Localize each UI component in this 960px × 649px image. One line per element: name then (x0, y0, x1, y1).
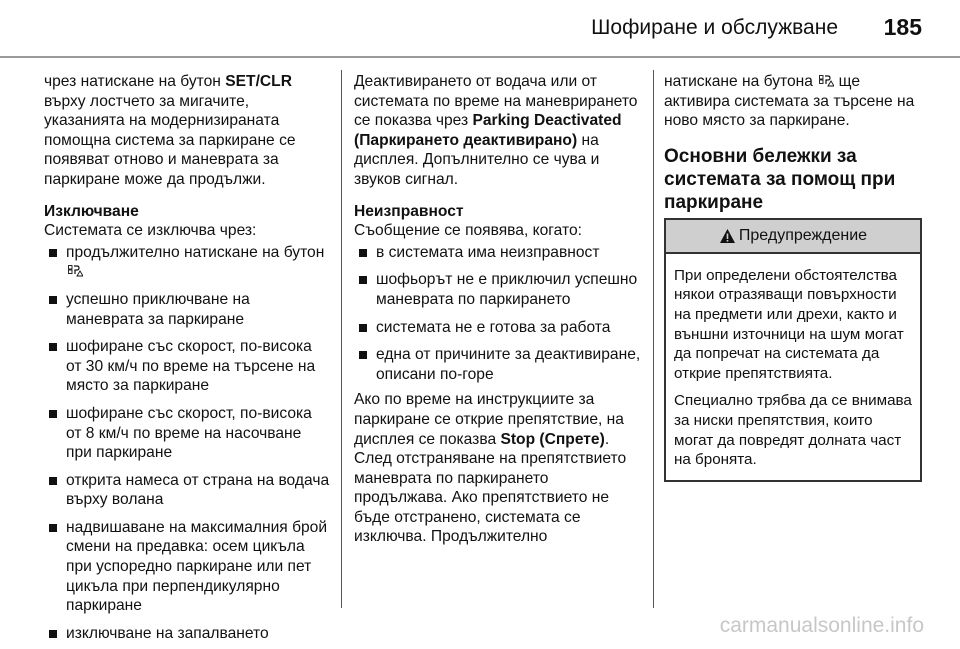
list-item-text: изключване на запалването (66, 624, 269, 642)
set-clr-label: SET/CLR (225, 73, 292, 90)
header-title: Шофиране и обслужване (591, 16, 838, 39)
list-item (44, 518, 330, 616)
column-1 (44, 72, 330, 649)
bullet-square-icon (359, 276, 367, 284)
column-divider-1 (341, 70, 342, 608)
parking-deactivated-label: Parking Deactivated (Паркирането деактивирано) (354, 112, 622, 149)
list-item-text: успешно приключване на маневрата за паркиране (66, 290, 250, 328)
header-divider (0, 56, 960, 58)
switch-off-list (44, 243, 330, 644)
bullet-square-icon (359, 324, 367, 332)
warning-triangle-icon (719, 228, 736, 244)
section-heading-switch-off: Изключване (44, 202, 139, 220)
parking-sensor-icon (68, 265, 83, 277)
list-item-text: една от причините за деактивиране, описани по-горе (376, 346, 641, 383)
bullet-square-icon (49, 296, 57, 304)
bullet-square-icon (49, 410, 57, 418)
parking-sensor-icon (819, 75, 834, 87)
list-item (44, 337, 330, 396)
list-item-text: продължително натискане на бутон (66, 243, 325, 261)
list-item (354, 318, 644, 338)
warning-paragraph-1: При определени обстоятелства някои отразяващи повърхности на предмети или дрехи, както и външни източници на шум могат да попречат на системата да открие препятствията. (674, 266, 904, 382)
list-item (44, 290, 330, 329)
list-item-text: шофиране със скорост, по-висока от 8 км/ч по време на насочване при паркиране (66, 404, 312, 462)
list-item-text: надвишаване на максималния брой смени на предавка: осем цикъла при успоредно паркиране или пет цикъла при перпендикулярно паркиране (66, 518, 328, 615)
watermark: carmanualsonline.info (719, 614, 924, 637)
bullet-square-icon (49, 249, 57, 257)
list-item-text: системата не е готова за работа (376, 318, 611, 336)
fault-list (354, 243, 644, 385)
continuation-text-2: ще активира системата за търсене на ново място за паркиране. (664, 73, 915, 130)
continuation-text-1: натискане на бутона (664, 73, 813, 90)
warning-body (666, 254, 920, 480)
stop-label: Stop (Спрете) (500, 430, 605, 448)
obstacle-text-1: Ако по време на инструкциите за паркиране се открие препятствие, на дисплея се показва (354, 391, 624, 448)
warning-paragraph-2: Специално трябва да се внимава за ниски препятствия, които могат да повредят долната част на бронята. (674, 392, 912, 469)
list-item-text: шофьорът не е приключил успешно маневрата по паркирането (376, 271, 638, 308)
deactivation-text-2: на дисплея. Допълнително се чува и звуков сигнал. (354, 131, 600, 188)
list-item (44, 471, 330, 510)
intro-text-2: върху лостчето за мигачите, указанията на модернизираната помощна система за паркиране се появяват отново и маневрата за паркиране може да продължи. (44, 92, 296, 188)
bullet-square-icon (49, 477, 57, 485)
deactivation-text-1: Деактивирането от водача или от системата по време на маневрирането се показва чрез (354, 73, 638, 130)
list-item (44, 624, 330, 644)
page-header (0, 0, 960, 64)
list-item-text: открита намеса от страна на водача върху волана (66, 471, 330, 509)
bullet-square-icon (49, 524, 57, 532)
switch-off-lead: Системата се изключва чрез: (44, 222, 257, 240)
bullet-square-icon (49, 630, 57, 638)
bullet-square-icon (359, 249, 367, 257)
bullet-square-icon (49, 343, 57, 351)
column-2 (354, 72, 644, 547)
intro-text-1: чрез натискане на бутон (44, 73, 226, 90)
page-number: 185 (883, 14, 922, 40)
list-item (354, 243, 644, 263)
list-item (354, 345, 644, 384)
list-item (44, 243, 330, 282)
section-heading-fault: Неизправност (354, 202, 464, 220)
list-item-text: в системата има неизправност (376, 243, 600, 261)
bullet-square-icon (359, 351, 367, 359)
list-item (354, 270, 644, 309)
continuation-paragraph (664, 72, 922, 131)
warning-title: Предупреждение (738, 226, 868, 244)
column-3 (664, 72, 922, 482)
column-divider-2 (653, 70, 654, 608)
deactivation-paragraph (354, 72, 644, 190)
fault-lead: Съобщение се появява, когато: (354, 222, 582, 240)
list-item (44, 404, 330, 463)
obstacle-paragraph (354, 390, 644, 547)
obstacle-text-2: . След отстраняване на препятствието маневрата по паркирането продължава. Ако препятствието не бъде отстранено, системата се изключва. Продължително (354, 430, 627, 546)
section-heading-basic-notes: Основни бележки за системата за помощ при паркиране (664, 145, 896, 213)
warning-header (666, 220, 920, 254)
warning-box (664, 218, 922, 482)
list-item-text: шофиране със скорост, по-висока от 30 км/ч по време на търсене на място за паркиране (66, 338, 316, 395)
intro-paragraph (44, 72, 330, 190)
